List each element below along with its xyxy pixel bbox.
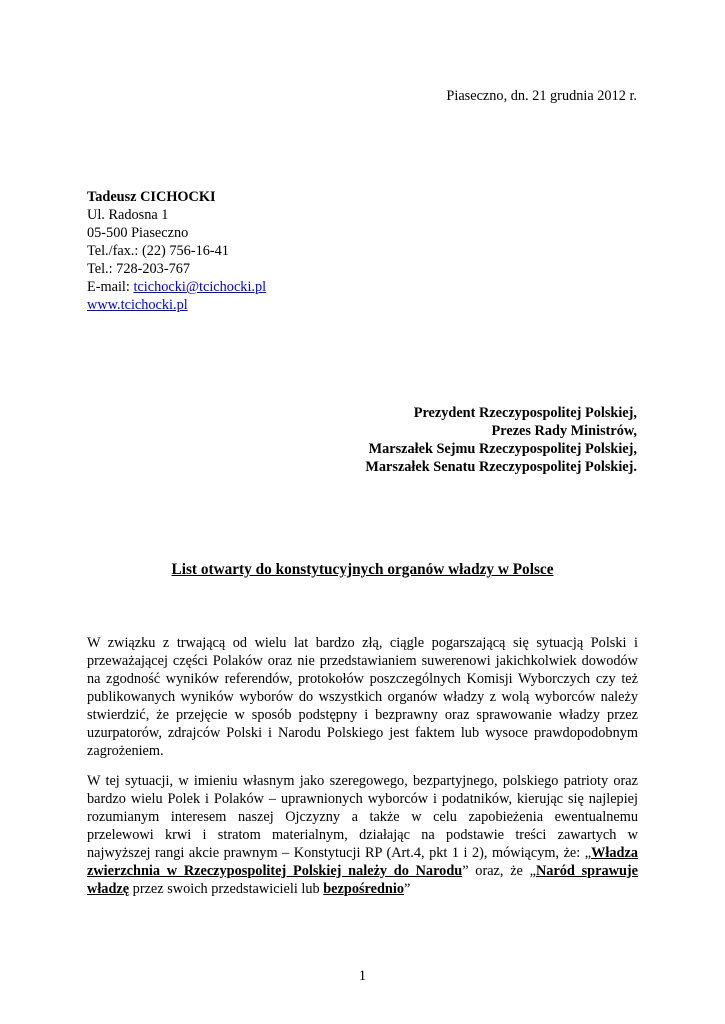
- sender-street: Ul. Radosna 1: [87, 207, 169, 223]
- paragraph-line: zagrożeniem.: [87, 743, 164, 759]
- paragraph-line: przeważającej części Polaków oraz nie przedstawianiem suwerenowi jakichkolwiek dowodów: [87, 653, 638, 669]
- paragraph-line: uzurpatorów, zdrajców Polski i Narodu Polskiego jest faktem lub wysoce prawdopodobnym: [87, 725, 638, 741]
- sender-tel: Tel.: 728-203-767: [87, 261, 191, 277]
- emphasis-zwierzchnia: zwierzchnia w Rzeczypospolitej Polskiej należy do Narodu: [87, 863, 463, 879]
- paragraph-line: W tej sytuacji, w imieniu własnym jako szeregowego, bezpartyjnego, polskiego patrioty oraz: [87, 773, 638, 789]
- email-label: E-mail:: [87, 279, 134, 295]
- paragraph-line: W związku z trwającą od wielu lat bardzo złą, ciągle pogarszającą się sytuacją Polski i: [87, 635, 638, 651]
- paragraph-line: przelewowi krwi i stratom materialnym, działając na podstawie treści zawartych w: [87, 827, 638, 843]
- paragraph-2: [87, 772, 638, 898]
- emphasis-wladze: władzę: [87, 881, 130, 897]
- paragraph-1: [87, 634, 638, 760]
- emphasis-narod-sprawuje: Naród sprawuje: [535, 863, 639, 879]
- email-link[interactable]: tcichocki@tcichocki.pl: [133, 279, 267, 295]
- paragraph-line: publikowanych wyników wyborów do wszystkich organów władzy z wolą wyborców należy: [87, 689, 638, 705]
- sender-email-row: [87, 278, 266, 296]
- quote-text: przez swoich przedstawicieli lub: [129, 881, 324, 897]
- paragraph-line: [87, 880, 638, 898]
- quote-intro: najwyższej rangi akcie prawnym – Konstytucji RP (Art.4, pkt 1 i 2), mówiącym, że: „: [87, 845, 592, 861]
- paragraph-line: stwierdzić, że przejęcie w sposób podstępny i bezprawny oraz sprawowanie władzy przez: [87, 707, 638, 723]
- paragraph-line: bardzo wielu Polek i Polaków – uprawnionych wyborców i podatników, kierując się najlepiej: [87, 791, 638, 807]
- recipient-sejm-marshal: Marszałek Sejmu Rzeczypospolitej Polskiej,: [368, 441, 637, 457]
- letter-date: Piaseczno, dn. 21 grudnia 2012 r.: [446, 88, 637, 104]
- paragraph-line: rozumianym interesem naszej Ojczyzny a także w celu zapobieżenia ewentualnemu: [87, 809, 638, 825]
- quote-middle: ” oraz, że „: [462, 863, 536, 879]
- emphasis-wladza: Władza: [591, 845, 638, 861]
- paragraph-line: [87, 862, 638, 880]
- recipient-senate-marshal: Marszałek Senatu Rzeczypospolitej Polskiej.: [365, 459, 637, 475]
- paragraph-line: na zgodność wyników referendów, protokołów poszczególnych Komisji Wyborczych czy też: [87, 671, 638, 687]
- paragraph-line: [87, 844, 638, 862]
- sender-block: [87, 188, 266, 314]
- emphasis-bezposrednio: bezpośrednio: [323, 881, 404, 897]
- recipient-prime-minister: Prezes Rady Ministrów,: [491, 423, 637, 439]
- letter-title: List otwarty do konstytucyjnych organów władzy w Polsce: [171, 561, 554, 578]
- sender-city: 05-500 Piaseczno: [87, 225, 189, 241]
- sender-name: Tadeusz CICHOCKI: [87, 189, 216, 205]
- page-number: 1: [358, 968, 367, 984]
- recipients-block: [365, 404, 637, 476]
- sender-telfax: Tel./fax.: (22) 756-16-41: [87, 243, 229, 259]
- recipient-president: Prezydent Rzeczypospolitej Polskiej,: [413, 405, 637, 421]
- website-link[interactable]: www.tcichocki.pl: [87, 297, 188, 313]
- quote-close: ”: [403, 881, 411, 897]
